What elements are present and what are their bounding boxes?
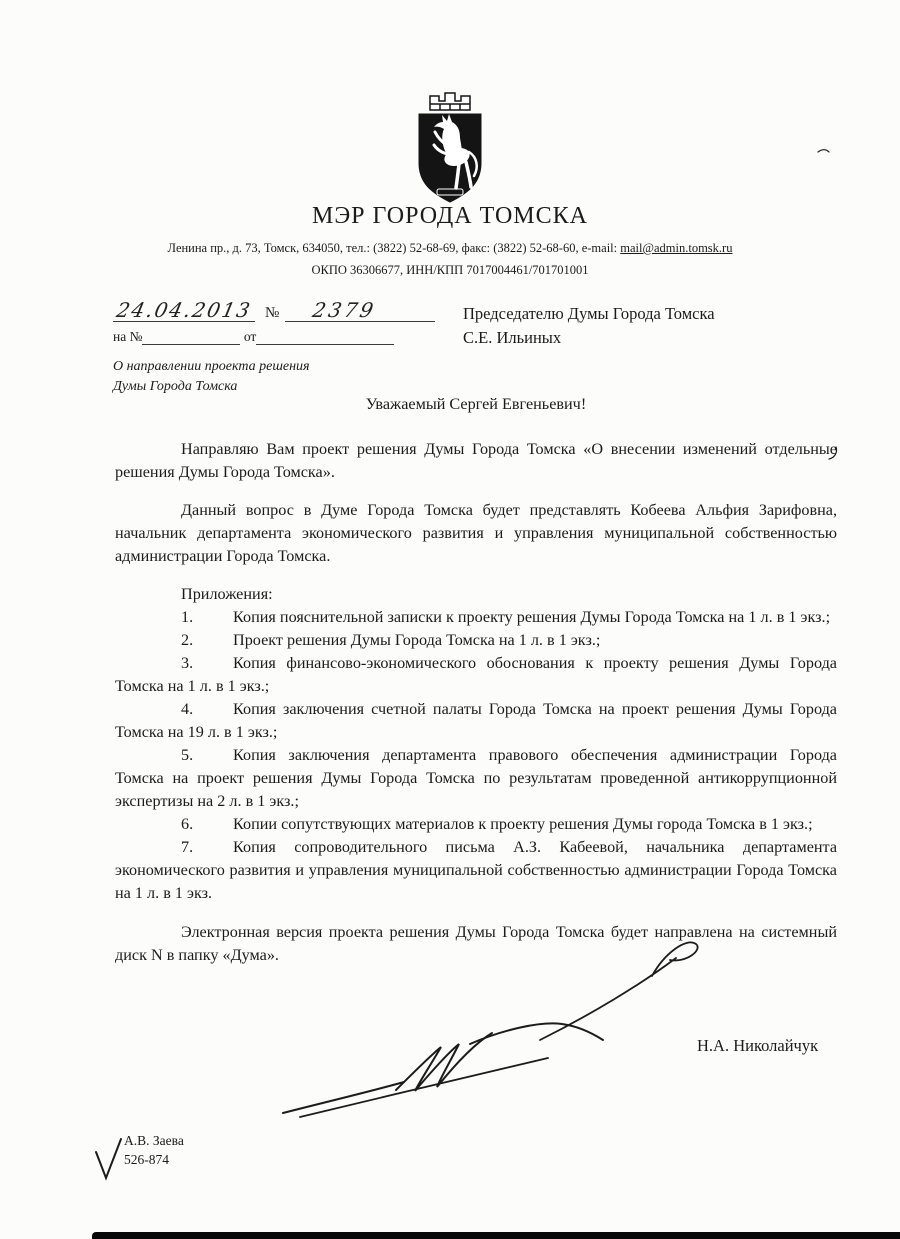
attachment-item xyxy=(115,629,837,652)
closing-paragraph: Электронная версия проекта решения Думы Города Томска будет направлена на системный диск N в папку «Дума». xyxy=(115,923,837,964)
contact-line xyxy=(0,241,900,256)
attachment-number: 3. xyxy=(181,654,194,672)
org-name: МЭР ГОРОДА ТОМСКА xyxy=(312,203,588,229)
addressee-title: Председателю Думы Города Томска xyxy=(463,304,715,323)
attachment-number: 4. xyxy=(181,700,194,718)
paragraph-1: Направляю Вам проект решения Думы Города Томска «О внесении изменений отдельные решения Думы Города Томска». xyxy=(115,440,837,481)
letter-body xyxy=(115,393,837,967)
attachment-text: Копия финансово-экономического обоснования к проекту решения Думы Города Томска на 1 л. в 1 экз.; xyxy=(115,654,837,695)
salutation: Уважаемый Сергей Евгеньевич! xyxy=(365,395,587,413)
reply-reference-row xyxy=(113,329,453,345)
date-number-row xyxy=(113,297,453,327)
attachments-label: Приложения: xyxy=(181,585,273,603)
executor-block xyxy=(124,1132,184,1170)
check-mark xyxy=(96,1139,121,1178)
attachment-number: 2. xyxy=(181,631,194,649)
attachment-number: 7. xyxy=(181,838,194,856)
attachment-item xyxy=(115,836,837,905)
na-no-line xyxy=(142,329,240,345)
attachment-text: Копия пояснительной записки к проекту решения Думы Города Томска на 1 л. в 1 экз.; xyxy=(233,608,831,626)
attachment-number: 5. xyxy=(181,746,194,764)
attachment-number: 1. xyxy=(181,608,194,626)
codes-line: ОКПО 36306677, ИНН/КПП 7017004461/701701001 xyxy=(311,263,589,277)
attachment-text: Копии сопутствующих материалов к проекту решения Думы города Томска в 1 экз.; xyxy=(233,815,813,833)
na-no-label: на № xyxy=(113,329,143,344)
attachment-item xyxy=(115,744,837,813)
signer-name: Н.А. Николайчук xyxy=(697,1036,819,1055)
number-line xyxy=(285,297,435,322)
subject-line-1: О направлении проекта решения xyxy=(113,359,310,374)
attachment-item xyxy=(115,606,837,629)
ot-label: от xyxy=(243,329,257,344)
reference-block xyxy=(113,297,453,396)
executor-name: А.В. Заева xyxy=(124,1133,184,1148)
date-line xyxy=(113,297,255,322)
subject-block xyxy=(113,357,453,396)
paragraph-2: Данный вопрос в Думе Города Томска будет представлять Кобеева Альфия Зарифовна, начальник департамента экономического развития и управления муниципальной собственностью администрации Города Томска. xyxy=(115,501,837,565)
addressee-name: С.Е. Ильиных xyxy=(463,327,562,347)
handwritten-number: 2379 xyxy=(310,298,379,322)
scan-artifact-top xyxy=(818,150,829,152)
subject-line-2: Думы Города Томска xyxy=(113,378,238,394)
attachment-text: Копия заключения департамента правового обеспечения администрации Города Томска на проект решения Думы Города Томска по результатам проведенной антикоррупционной экспертизы на 2 л. в 1 экз.; xyxy=(115,746,837,810)
number-sign: № xyxy=(265,305,280,321)
attachment-text: Копия сопроводительного письма А.З. Кабеевой, начальника департамента экономического развития и управления муниципальной собственностью администрации Города Томска на 1 л. в 1 экз. xyxy=(115,838,837,902)
tomsk-coat-of-arms xyxy=(408,83,492,209)
executor-phone: 526-874 xyxy=(124,1151,169,1167)
attachment-item xyxy=(115,652,837,698)
scan-edge-bar xyxy=(92,1232,900,1239)
address-text: Ленина пр., д. 73, Томск, 634050, тел.: (3822) 52-68-69, факс: (3822) 52-68-60, e-mail: xyxy=(167,241,621,255)
email-link[interactable]: mail@admin.tomsk.ru xyxy=(620,241,733,255)
attachment-text: Проект решения Думы Города Томска на 1 л. в 1 экз.; xyxy=(233,631,601,649)
ot-line xyxy=(256,329,394,345)
attachment-number: 6. xyxy=(181,815,194,833)
addressee-block xyxy=(463,302,715,350)
handwritten-date: 24.04.2013 xyxy=(114,298,255,322)
attachment-item xyxy=(115,698,837,744)
attachment-text: Копия заключения счетной палаты Города Томска на проект решения Думы Города Томска на 19 л. в 1 экз.; xyxy=(115,700,837,741)
attachment-item xyxy=(115,813,837,836)
